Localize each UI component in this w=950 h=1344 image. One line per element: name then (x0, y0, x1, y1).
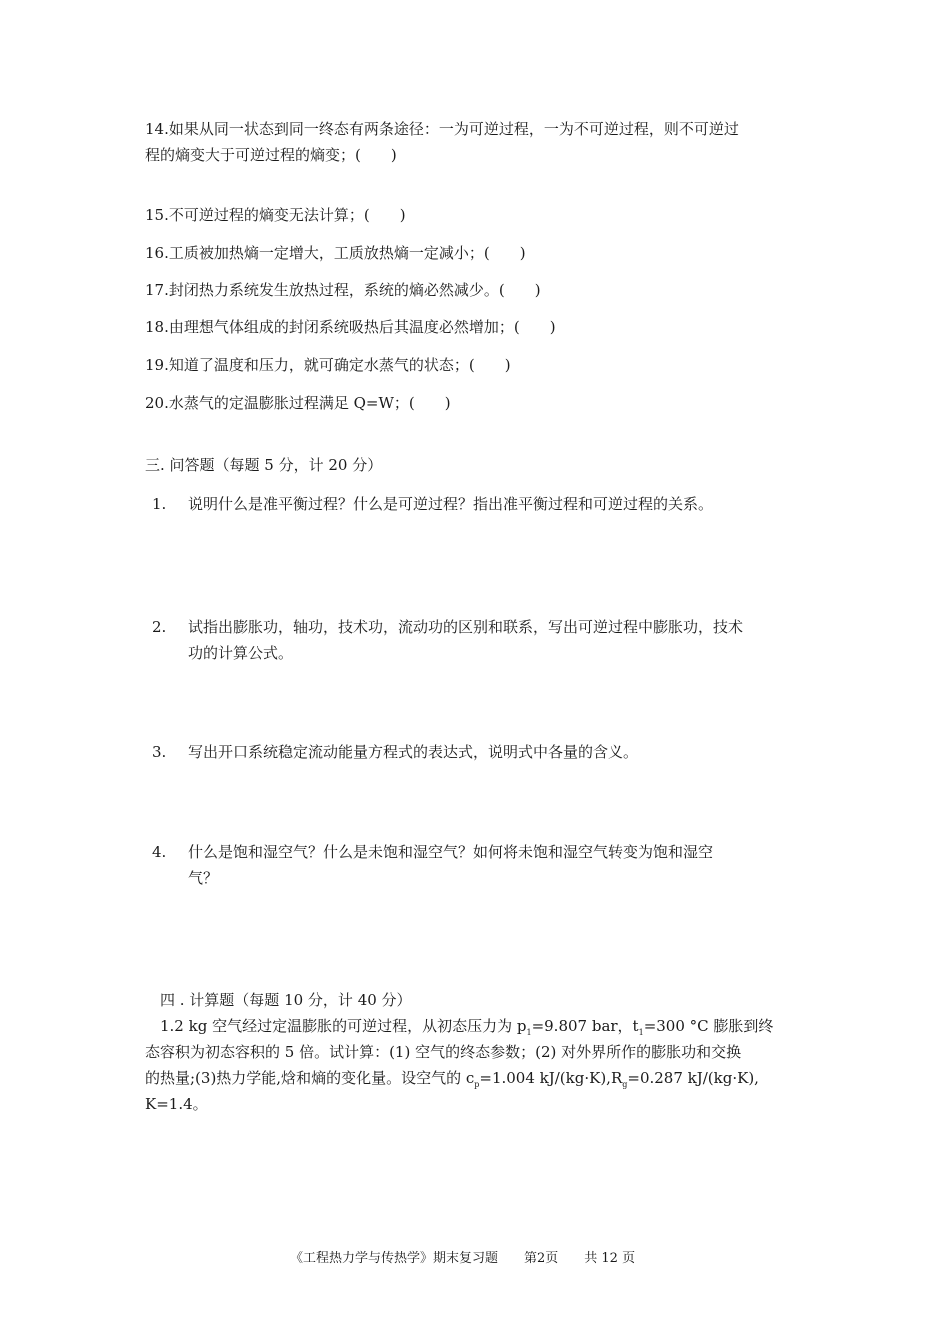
subscript-p: p (474, 1080, 480, 1089)
question-3-text: 写出开口系统稳定流动能量方程式的表达式，说明式中各量的含义。 (188, 743, 639, 761)
question-2-number: 2. (152, 618, 167, 636)
problem-1-line3 (145, 1068, 759, 1095)
subscript-1b: 1 (638, 1028, 644, 1037)
problem-1-line1-a: 1.2 kg 空气经过定温膨胀的可逆过程，从初态压力为 p (160, 1017, 527, 1035)
subscript-g: g (622, 1080, 628, 1089)
problem-1-line3-c: =0.287 kJ/(kg·K), (627, 1069, 759, 1087)
judge-item-18: 18.由理想气体组成的封闭系统吸热后其温度必然增加；( ) (145, 318, 556, 336)
subscript-1: 1 (526, 1028, 532, 1037)
problem-1-line1-b: =9.807 bar，t (531, 1017, 639, 1035)
question-4-text-line1: 什么是饱和湿空气？什么是未饱和湿空气？如何将未饱和湿空气转变为饱和湿空 (188, 843, 714, 861)
judge-item-15: 15.不可逆过程的熵变无法计算；( ) (145, 206, 406, 224)
question-3-number: 3. (152, 743, 167, 761)
question-1-number: 1. (152, 495, 167, 513)
page-footer: 《工程热力学与传热学》期末复习题 第2页 共 12 页 (290, 1251, 636, 1266)
problem-1-line3-a: 的热量;(3)热力学能,焓和熵的变化量。设空气的 c (145, 1069, 475, 1087)
section-3-title: 三. 问答题（每题 5 分，计 20 分） (145, 456, 383, 474)
question-4-number: 4. (152, 843, 167, 861)
problem-1-line4: K=1.4。 (145, 1095, 208, 1113)
question-2-text-line1: 试指出膨胀功，轴功，技术功，流动功的区别和联系，写出可逆过程中膨胀功，技术 (188, 618, 744, 636)
judge-item-19: 19.知道了温度和压力，就可确定水蒸气的状态；( ) (145, 356, 511, 374)
section-4-title: 四 . 计算题（每题 10 分，计 40 分） (160, 991, 412, 1009)
question-4-text-line2: 气？ (188, 869, 219, 887)
question-1-text: 说明什么是准平衡过程？什么是可逆过程？指出准平衡过程和可逆过程的关系。 (188, 495, 714, 513)
problem-1-line1-c: =300 °C 膨胀到终 (643, 1017, 774, 1035)
judge-item-17: 17.封闭热力系统发生放热过程，系统的熵必然减少。( ) (145, 281, 541, 299)
judge-item-20: 20.水蒸气的定温膨胀过程满足 Q=W；( ) (145, 394, 451, 412)
question-2-text-line2: 功的计算公式。 (188, 644, 294, 662)
judge-item-14-line1: 14.如果从同一状态到同一终态有两条途径：一为可逆过程，一为不可逆过程，则不可逆过 (145, 120, 739, 138)
judge-item-14-line2: 程的熵变大于可逆过程的熵变；( ) (145, 146, 397, 164)
problem-1-line1 (160, 1016, 773, 1043)
problem-1-line3-b: =1.004 kJ/(kg·K),R (479, 1069, 623, 1087)
judge-item-16: 16.工质被加热熵一定增大，工质放热熵一定减小；( ) (145, 244, 526, 262)
problem-1-line2: 态容积为初态容积的 5 倍。试计算：(1) 空气的终态参数；(2) 对外界所作的膨胀功和交换 (145, 1043, 742, 1061)
